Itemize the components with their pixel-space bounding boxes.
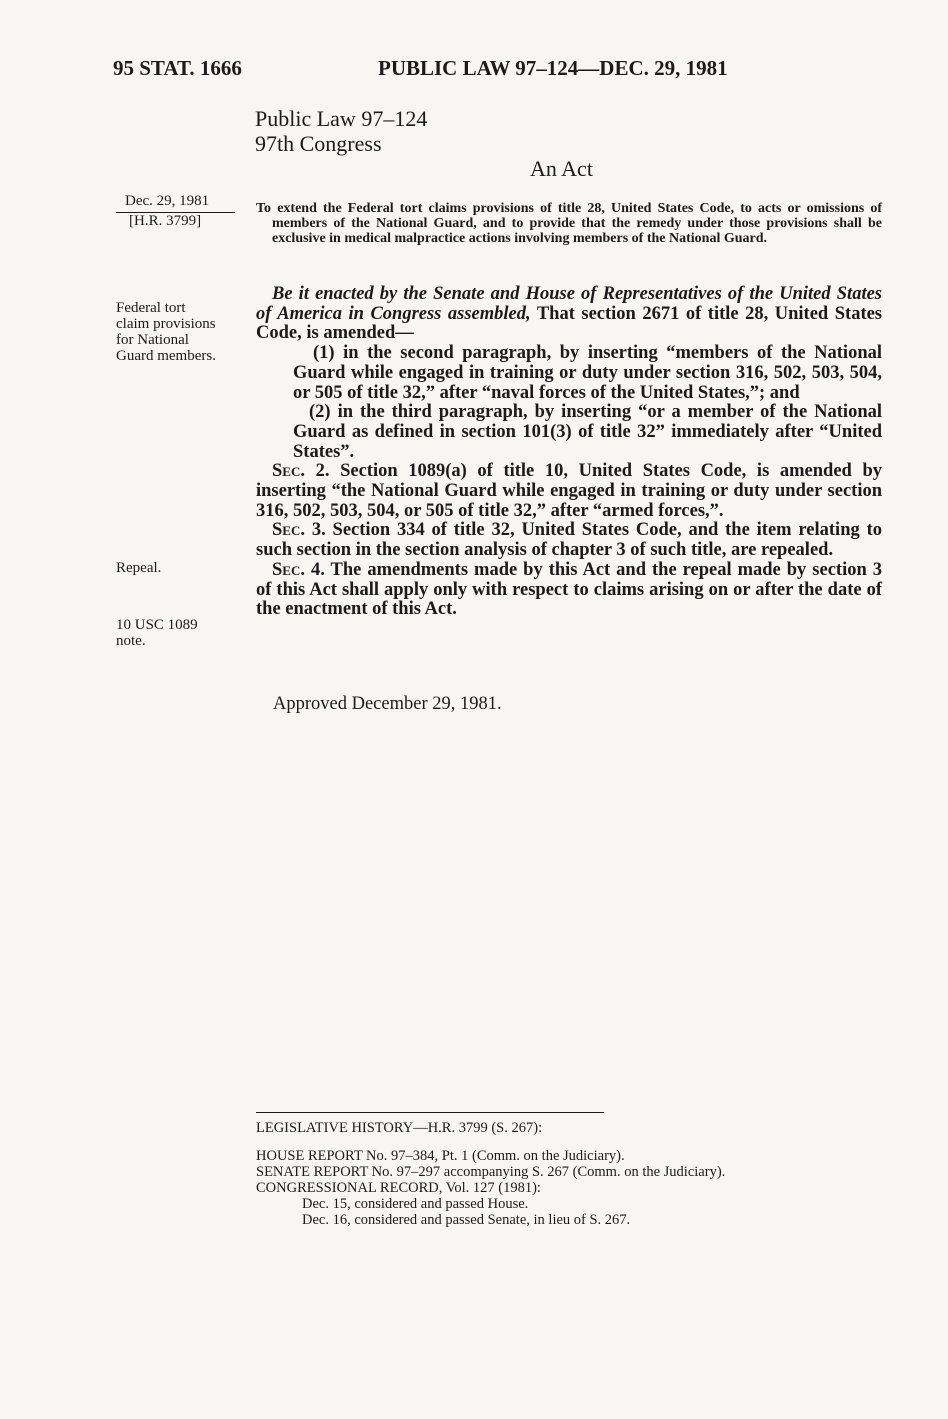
margin-note-line: Federal tort	[116, 300, 186, 316]
section-2-label: Sec. 2.	[272, 461, 330, 482]
approval-date: Approved December 29, 1981.	[273, 694, 502, 714]
section-3	[256, 521, 882, 560]
record-entry: Dec. 16, considered and passed Senate, in lieu of S. 267.	[302, 1212, 631, 1228]
section-4	[256, 561, 882, 620]
house-report: HOUSE REPORT No. 97–384, Pt. 1 (Comm. on the Judiciary).	[256, 1148, 625, 1164]
legislative-history-rule	[256, 1112, 604, 1113]
margin-note-line: Guard members.	[116, 348, 216, 364]
section-3-text: Section 334 of title 32, United States Code, and the item relating to such section in the section analysis of chapter 3 of such title, are repealed.	[256, 520, 882, 561]
margin-note-repeal: Repeal.	[116, 560, 162, 576]
running-header-title: PUBLIC LAW 97–124—DEC. 29, 1981	[378, 56, 728, 80]
section-4-label: Sec. 4.	[272, 559, 325, 580]
margin-note-usc	[116, 617, 198, 649]
senate-report: SENATE REPORT No. 97–297 accompanying S. 267 (Comm. on the Judiciary).	[256, 1164, 726, 1180]
section-1	[256, 285, 882, 344]
public-law-number: Public Law 97–124	[255, 106, 428, 131]
record-entry: Dec. 15, considered and passed House.	[302, 1196, 529, 1212]
congress-number: 97th Congress	[255, 131, 382, 156]
margin-note-tort-claims	[116, 300, 216, 364]
margin-date: Dec. 29, 1981	[125, 193, 210, 209]
legislative-history-title: LEGISLATIVE HISTORY—H.R. 3799 (S. 267):	[256, 1120, 543, 1136]
margin-bill-number: [H.R. 3799]	[129, 213, 202, 229]
section-4-text: The amendments made by this Act and the repeal made by section 3 of this Act shall apply only with respect to claims arising on or after the date of the enactment of this Act.	[256, 559, 882, 620]
margin-note-line: claim provisions	[116, 316, 216, 332]
section-2-text: Section 1089(a) of title 10, United States Code, is amended by inserting “the National Guard while engaged in training or duty under section 316, 502, 503, 504, or 505 of title 32,” after “armed forces,”.	[256, 461, 882, 521]
margin-note-line: note.	[116, 633, 146, 649]
margin-note-line: for National	[116, 332, 189, 348]
margin-note-line: 10 USC 1089	[116, 617, 198, 633]
enacting-clause: Be it enacted by the Senate and House of Representatives of the United States of America in Congress assembled,	[256, 284, 882, 324]
amendment-item-1: (1) in the second paragraph, by inserting “members of the National Guard while engaged in training or duty under section 316, 502, 503, 504, or 505 of title 32,” after “naval forces of the United States,”; and	[293, 343, 882, 403]
legislative-history	[256, 1120, 725, 1228]
section-1-text: That section 2671 of title 28, United States Code, is amended—	[256, 303, 883, 344]
act-body	[256, 285, 882, 620]
congressional-record: CONGRESSIONAL RECORD, Vol. 127 (1981):	[256, 1180, 541, 1196]
amendment-item-2: (2) in the third paragraph, by inserting “or a member of the National Guard as defined in section 101(3) of title 32” immediately after “United States”.	[293, 402, 882, 462]
act-label: An Act	[530, 156, 593, 181]
act-purpose: To extend the Federal tort claims provisions of title 28, United States Code, to acts or omissions of members of the National Guard, and to provide that the remedy under those provisions shall be exclusive in medical malpractice actions involving members of the National Guard.	[256, 201, 882, 246]
section-2	[256, 462, 882, 521]
section-3-label: Sec. 3.	[272, 520, 326, 541]
page-stat-citation: 95 STAT. 1666	[113, 56, 242, 80]
